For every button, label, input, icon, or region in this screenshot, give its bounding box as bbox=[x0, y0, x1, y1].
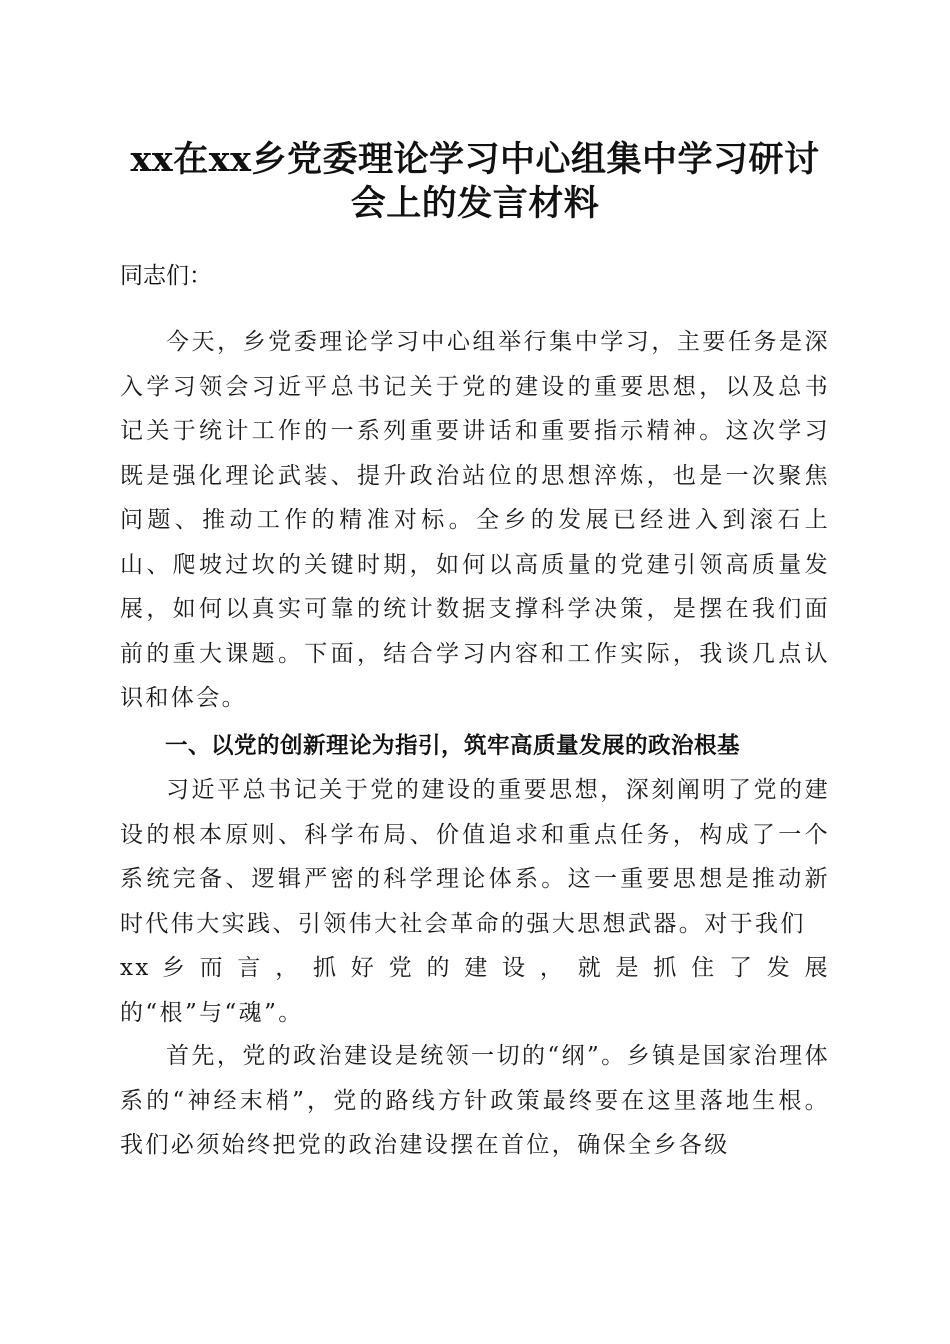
paragraph-section1 bbox=[120, 768, 830, 1035]
section-heading-1: 一、以党的创新理论为指引，筑牢高质量发展的政治根基 bbox=[165, 733, 741, 759]
document-title bbox=[110, 138, 840, 226]
paragraph-section1-end: 的“根”与“魂”。 bbox=[120, 999, 304, 1026]
title-line-2: 会上的发言材料 bbox=[350, 183, 600, 224]
paragraph-intro: 今天，乡党委理论学习中心组举行集中学习，主要任务是深入学习领会习近平总书记关于党的建设的重要思想，以及总书记关于统计工作的一系列重要讲话和重要指示精神。这次学习既是强化理论武装、提升政治站位的思想淬炼，也是一次聚焦问题、推动工作的精准对标。全乡的发展已经进入到滚石上山、爬坡过坎的关键时期，如何以高质量的党建引领高质量发展，如何以真实可靠的统计数据支撑科学决策，是摆在我们面前的重大课题。下面，结合学习内容和工作实际，我谈几点认识和体会。 bbox=[120, 329, 830, 711]
paragraph-section1-first: 首先，党的政治建设是统领一切的“纲”。乡镇是国家治理体系的“神经末梢”，党的路线方针政策最终要在这里落地生根。我们必须始终把党的政治建设摆在首位，确保全乡各级 bbox=[120, 1043, 830, 1158]
salutation: 同志们： bbox=[120, 263, 212, 289]
paragraph-section1-main: 习近平总书记关于党的建设的重要思想，深刻阐明了党的建设的根本原则、科学布局、价值追求和重点任务，构成了一个系统完备、逻辑严密的科学理论体系。这一重要思想是推动新时代伟大实践、引领伟大社会革命的强大思想武器。对于我们 bbox=[120, 777, 830, 937]
title-line-1: xx在xx乡党委理论学习中心组集中学习研讨 bbox=[130, 139, 820, 180]
paragraph-section1-spread-line: xx 乡 而 言 ， 抓 好 党 的 建 设 ， 就 是 抓 住 了 发 展 bbox=[120, 955, 830, 981]
